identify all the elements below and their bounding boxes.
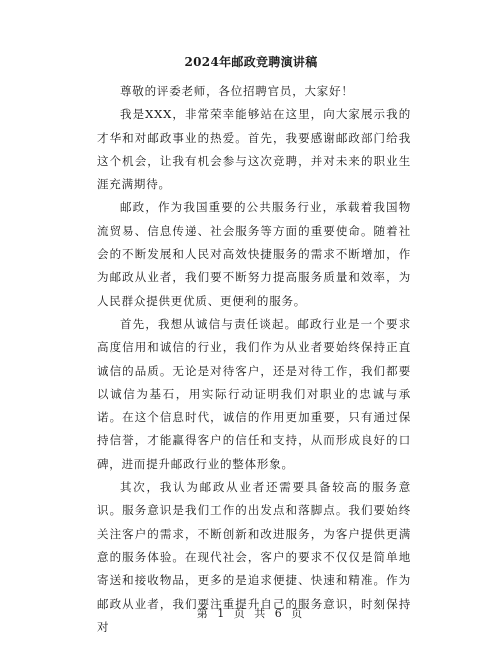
paragraph-service-awareness: 其次，我认为邮政从业者还需要具备较高的服务意识。服务意识是我们工作的出发点和落脚点。我们要始终关注客户的需求，不断创新和改进服务，为客户提供更满意的服务体验。在现代社会，客户的要求不仅仅是简单地寄送和接收物品，更多的是追求便捷、快速和精准。作为邮政从业者，我们要注重提升自己的服务意识，时刻保持对 [97, 480, 411, 634]
document-title: 2024年邮政竞聘演讲稿 [184, 55, 318, 69]
page-number-footer: 第 1 页 共 6 页 [196, 607, 306, 620]
paragraph-postal-mission: 邮政，作为我国重要的公共服务行业，承载着我国物流贸易、信息传递、社会服务等方面的重要使命。随着社会的不断发展和人民对高效快捷服务的需求不断增加，作为邮政从业者，我们要不断努力提高服务质量和效率，为人民群众提供更优质、更便利的服务。 [97, 200, 411, 308]
paragraph-greeting: 尊敬的评委老师，各位招聘官员，大家好！ [120, 84, 354, 98]
document-body [97, 80, 411, 639]
paragraph-integrity: 首先，我想从诚信与责任谈起。邮政行业是一个要求高度信用和诚信的行业，我们作为从业者要始终保持正直诚信的品质。无论是对待客户，还是对待工作，我们都要以诚信为基石，用实际行动证明我们对职业的忠诚与承诺。在这个信息时代，诚信的作用更加重要，只有通过保持信誉，才能赢得客户的信任和支持，从而形成良好的口碑，进而提升邮政行业的整体形象。 [97, 316, 411, 471]
paragraph-introduction: 我是XXX，非常荣幸能够站在这里，向大家展示我的才华和对邮政事业的热爱。首先，我要感谢邮政部门给我这个机会，让我有机会参与这次竞聘，并对未来的职业生涯充满期待。 [97, 107, 411, 192]
